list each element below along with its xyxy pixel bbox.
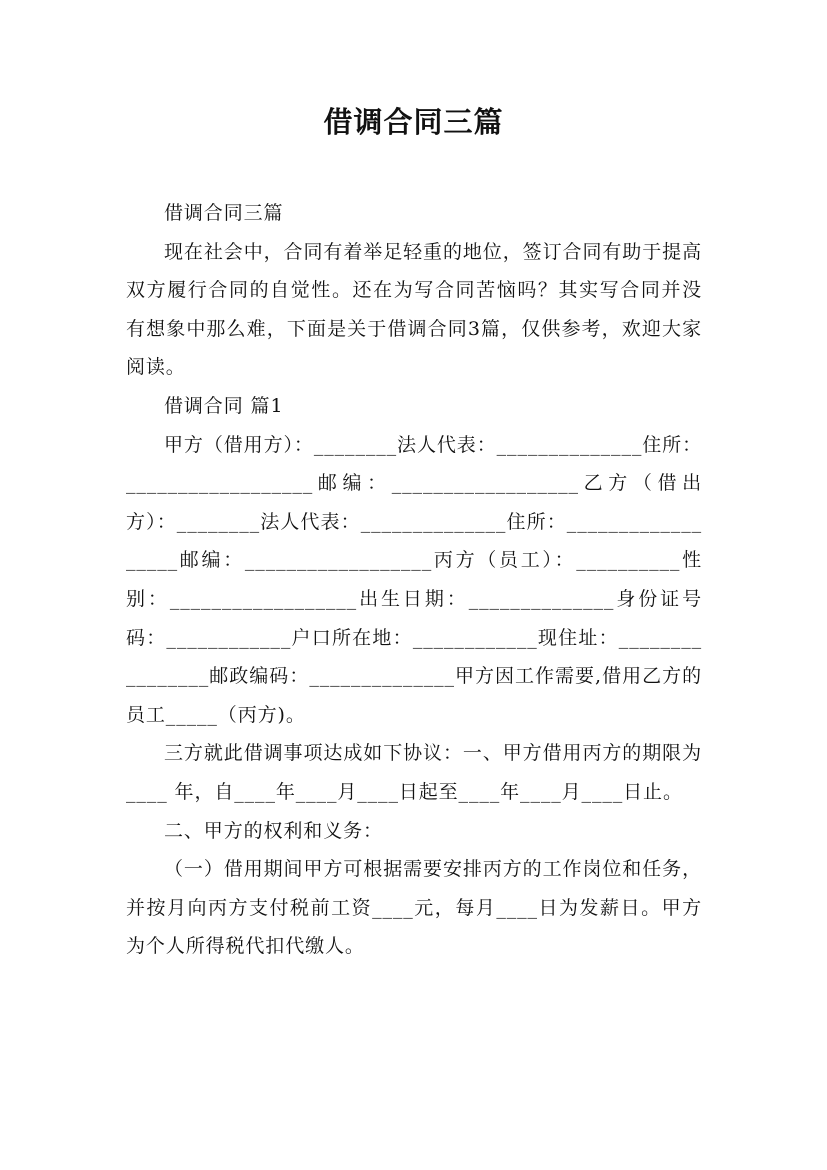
party-a-rights-clause-1: （一）借用期间甲方可根据需要安排丙方的工作岗位和任务，并按月向丙方支付税前工资____元，每月____日为发薪日。甲方为个人所得税代扣代缴人。: [126, 858, 702, 958]
agreement-term-paragraph: 三方就此借调事项达成如下协议：一、甲方借用丙方的期限为____ 年，自____年____月____日起至____年____月____日止。: [126, 742, 702, 803]
document-body: [126, 194, 702, 966]
section-heading-1: 借调合同 篇1: [164, 394, 284, 417]
intro-paragraph: 现在社会中，合同有着举足轻重的地位，签订合同有助于提高双方履行合同的自觉性。还在为写合同苦恼吗？其实写合同并没有想象中那么难，下面是关于借调合同3篇，仅供参考，欢迎大家阅读。: [126, 240, 702, 379]
subtitle-paragraph: 借调合同三篇: [164, 202, 284, 224]
party-a-rights-heading: 二、甲方的权利和义务：: [164, 819, 383, 842]
document-title: 借调合同三篇: [323, 105, 504, 139]
parties-paragraph: 甲方（借用方）：________法人代表：______________住所：__________________邮编：__________________乙方（借出方）：________法人代表：______________住所：__________________邮编：__________________丙方（员工）：__________性别：__________________出生日期：______________身份证号码：____________户口所在地：____________现住址：________________邮政编码：______________甲方因工作需要,借用乙方的员工_____（丙方)。: [126, 433, 702, 726]
